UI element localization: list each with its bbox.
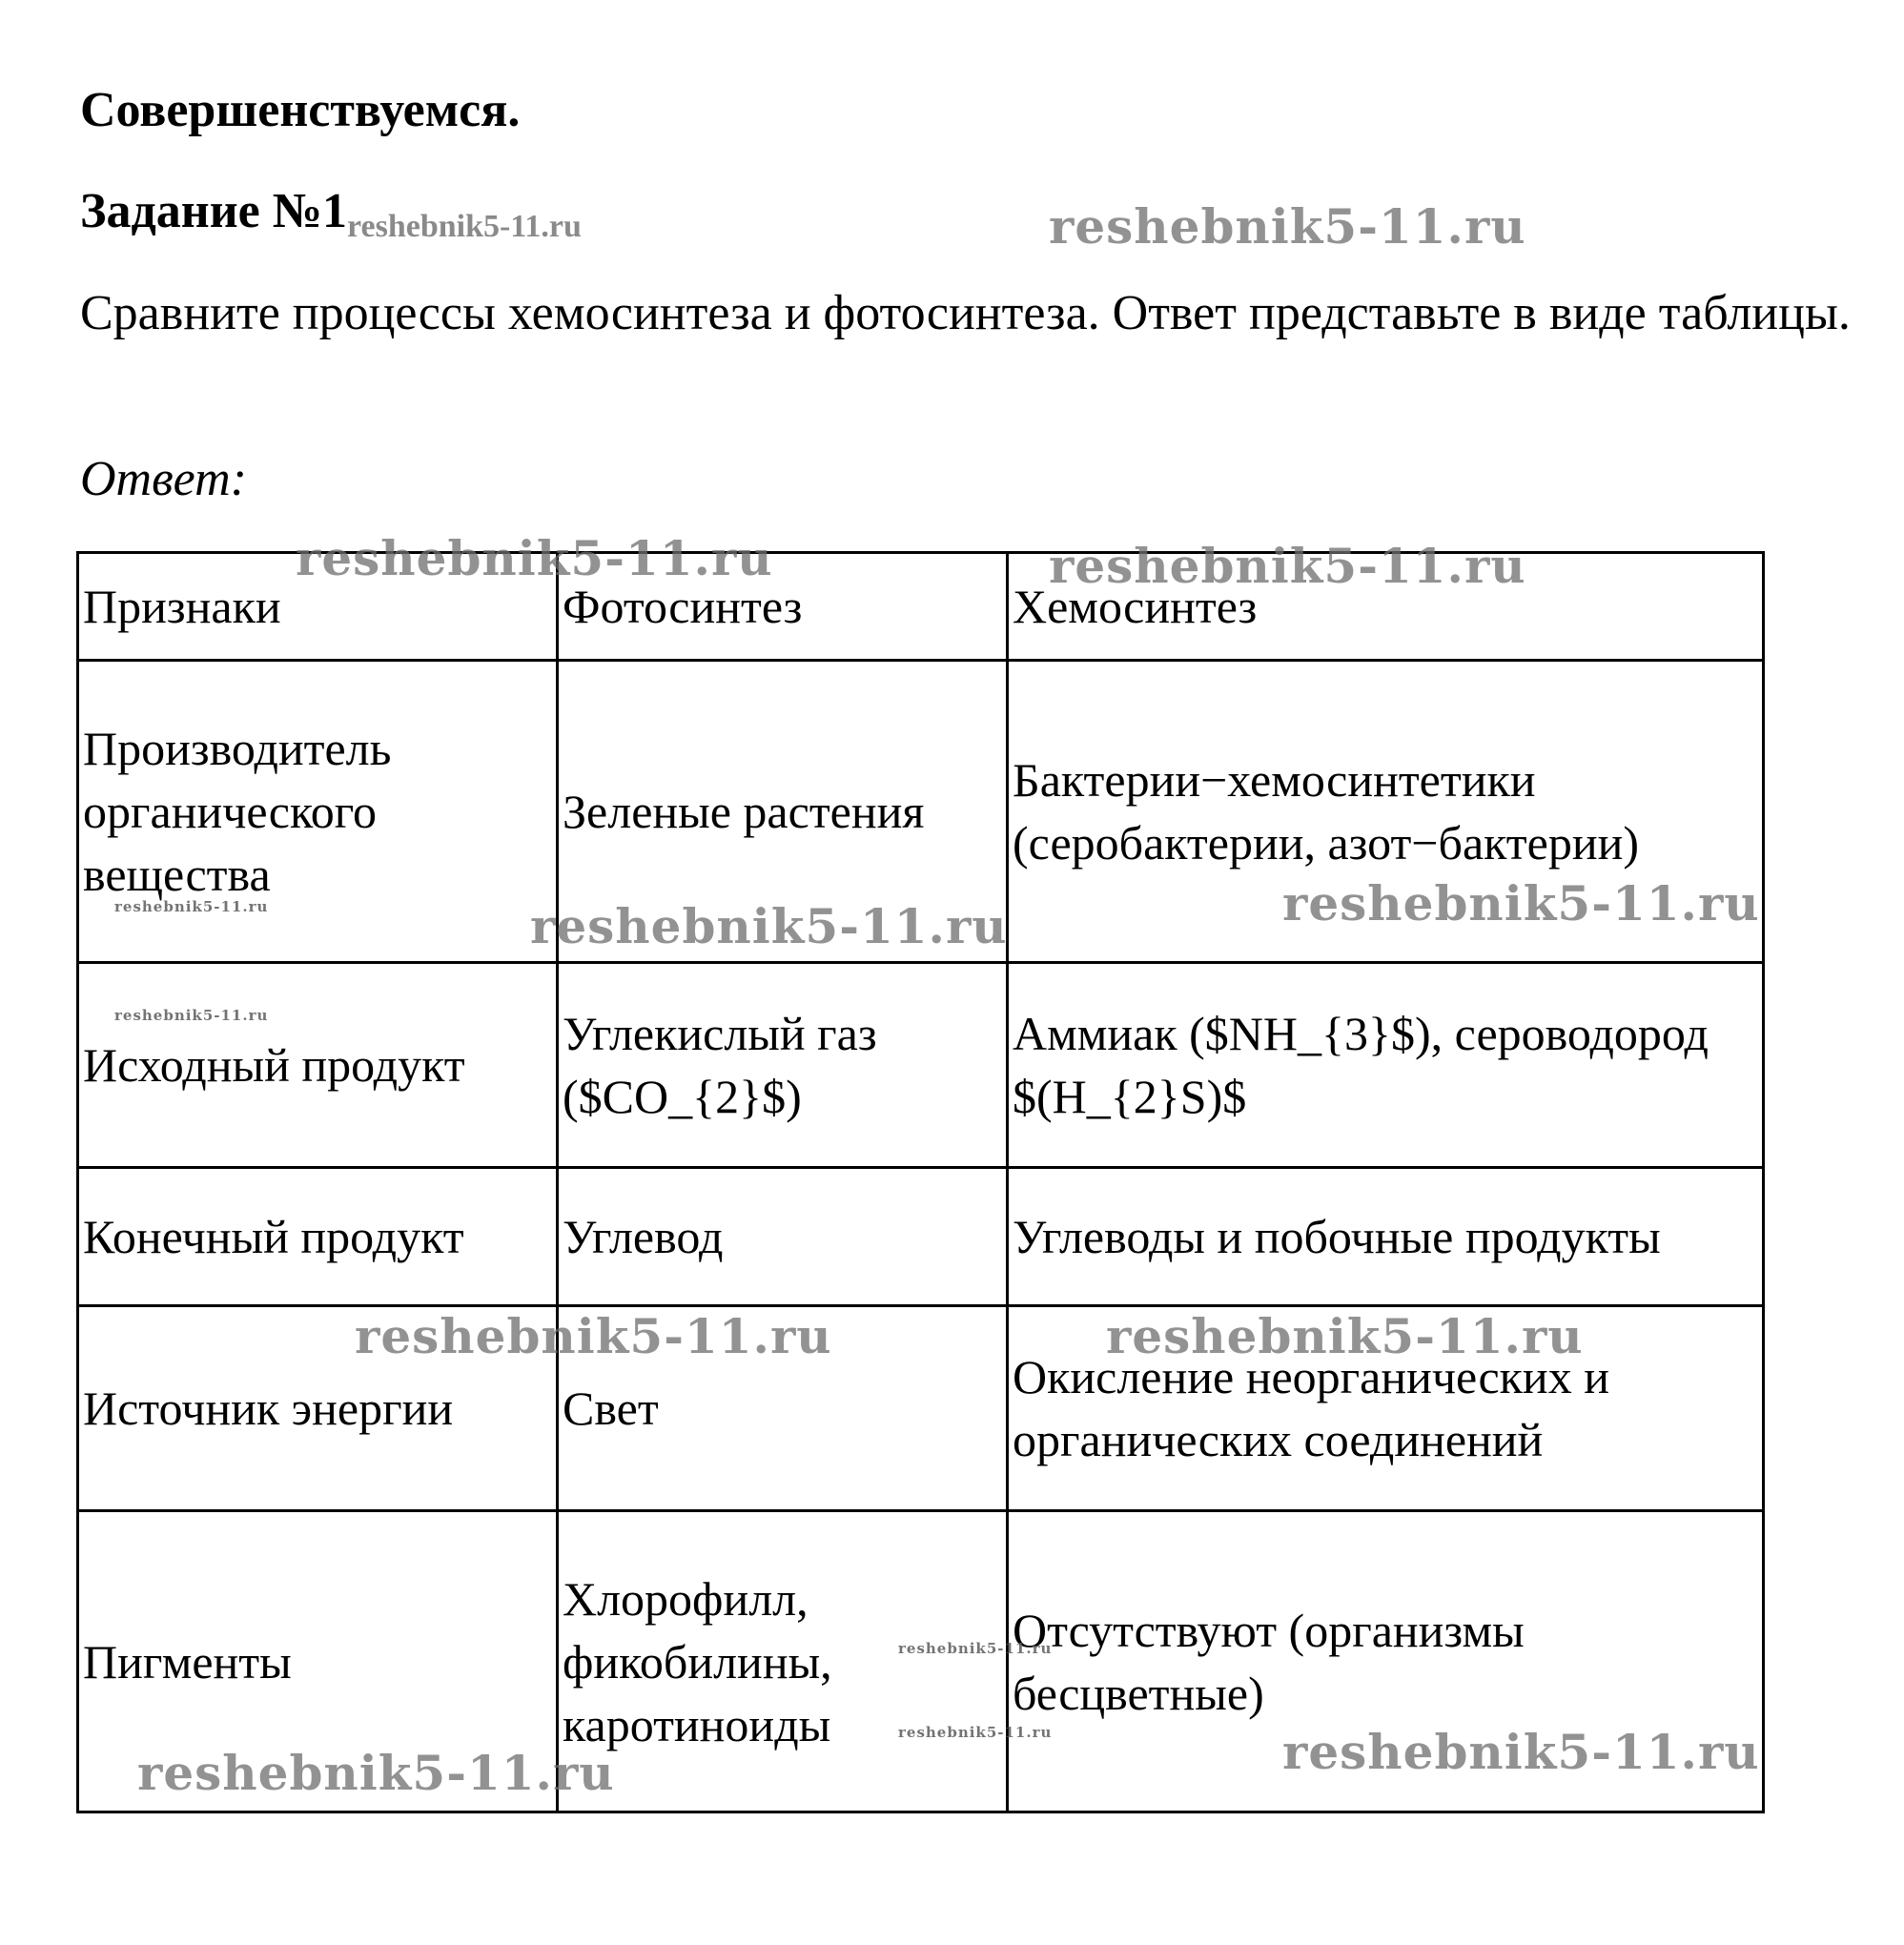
table-cell: Свет	[558, 1306, 1008, 1511]
table-cell: Производитель органического вещества	[78, 661, 558, 963]
watermark: reshebnik5-11.ru	[114, 1007, 269, 1024]
table-cell: Зеленые растения	[558, 661, 1008, 963]
table-cell: Пигменты	[78, 1511, 558, 1812]
table-cell: Бактерии−хемосинтетики (серобактерии, азот−бактерии)	[1008, 661, 1764, 963]
table-cell: Углекислый газ ($CO_{2}$)	[558, 963, 1008, 1168]
task-title	[80, 179, 582, 250]
table-row	[78, 1168, 1764, 1306]
section-heading: Совершенствуемся.	[80, 83, 521, 137]
table-cell: Отсутствуют (организмы бесцветные)	[1008, 1511, 1764, 1812]
table-cell: Исходный продукт	[78, 963, 558, 1168]
watermark: reshebnik5-11.ru	[114, 898, 269, 915]
table-cell: Хлорофилл, фикобилины, каротиноиды	[558, 1511, 1008, 1812]
watermark: reshebnik5-11.ru	[898, 1724, 1053, 1741]
watermark: reshebnik5-11.ru	[296, 530, 773, 586]
header-cell: Признаки	[78, 553, 558, 661]
table-cell: Окисление неорганических и органических соединений	[1008, 1306, 1764, 1511]
watermark: reshebnik5-11.ru	[1106, 1308, 1584, 1364]
task-text: Сравните процессы хемосинтеза и фотосинтеза. Ответ представьте в виде таблицы.	[80, 286, 1851, 340]
table-cell: Конечный продукт	[78, 1168, 558, 1306]
table-row	[78, 963, 1764, 1168]
table-cell: Углевод	[558, 1168, 1008, 1306]
watermark: reshebnik5-11.ru	[1282, 1724, 1760, 1780]
watermark-inline: reshebnik5-11.ru	[347, 209, 582, 244]
watermark: reshebnik5-11.ru	[1049, 198, 1526, 255]
table-cell: Аммиак ($NH_{3}$), сероводород $(H_{2}S)$	[1008, 963, 1764, 1168]
watermark: reshebnik5-11.ru	[1049, 538, 1526, 594]
answer-label: Ответ:	[80, 452, 247, 506]
header-cell: Хемосинтез	[1008, 553, 1764, 661]
table-cell: Углеводы и побочные продукты	[1008, 1168, 1764, 1306]
comparison-table	[76, 551, 1765, 1813]
watermark: reshebnik5-11.ru	[355, 1308, 832, 1364]
table-header-row	[78, 553, 1764, 661]
table-row	[78, 1306, 1764, 1511]
table-row	[78, 1511, 1764, 1812]
watermark: reshebnik5-11.ru	[898, 1640, 1053, 1657]
watermark: reshebnik5-11.ru	[530, 898, 1008, 954]
task-title-text: Задание №1	[80, 184, 348, 238]
table-row	[78, 661, 1764, 963]
watermark: reshebnik5-11.ru	[1282, 875, 1760, 932]
table-cell: Источник энергии	[78, 1306, 558, 1511]
watermark: reshebnik5-11.ru	[137, 1745, 615, 1801]
header-cell: Фотосинтез	[558, 553, 1008, 661]
